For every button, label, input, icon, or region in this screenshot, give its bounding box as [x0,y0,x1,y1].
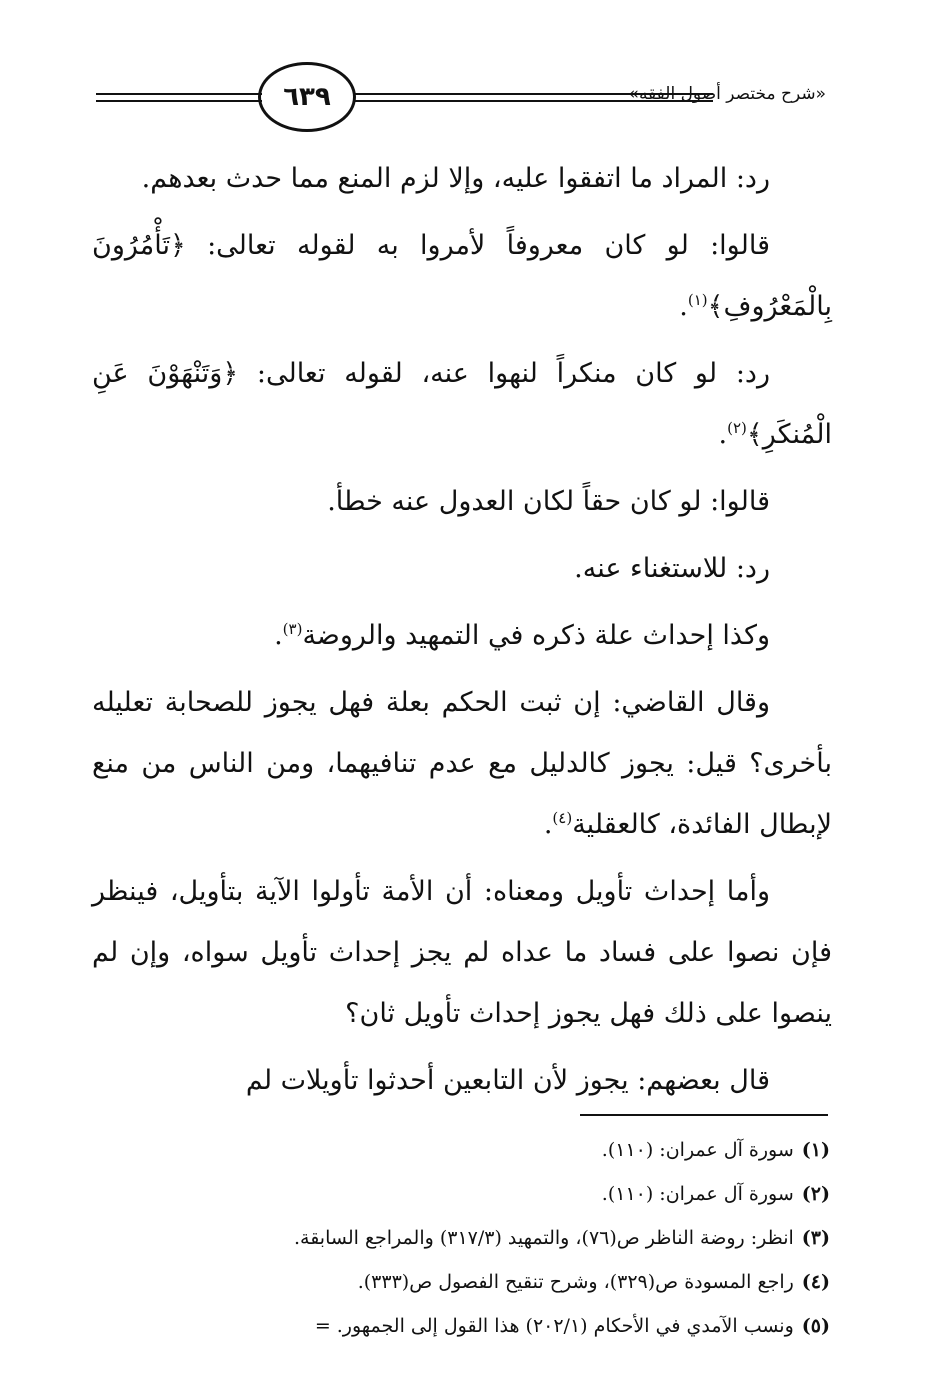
book-title: «شرح مختصر أصول الفقه» [628,84,826,104]
footnote-marker: (٤) [552,809,573,827]
footnote [30,1216,830,1260]
paragraph: قال بعضهم: يجوز لأن التابعين أحدثوا تأويلات لم [245,1065,770,1096]
paragraph: رد: للاستغناء عنه. [574,553,770,584]
paragraph: وكذا إحداث علة ذكره في التمهيد والروضة$^{(٣)}$. [274,620,770,651]
footnote [30,1304,830,1348]
footnote [30,1128,830,1172]
paragraph: رد: المراد ما اتفقوا عليه، وإلا لزم المنع مما حدث بعدهم. [141,163,770,194]
footnote-text: انظر: روضة الناظر ص(٧٦)، والتمهيد (٣١٧/٣) والمراجع السابقة. [293,1227,794,1249]
header-rule [96,100,262,102]
page-header [90,60,830,140]
footnote-number: (١) [801,1139,830,1161]
footnote-text: سورة آل عمران: (١١٠). [601,1183,794,1205]
paragraph: رد: لو كان منكراً لنهوا عنه، لقوله تعالى: ﴿وَتَنْهَوْنَ عَنِ الْمُنكَرِ﴾$^{(٢)}$. [92,358,832,450]
footnote [30,1260,830,1304]
paragraph: وقال القاضي: إن ثبت الحكم بعلة فهل يجوز للصحابة تعليله بأخرى؟ قيل: يجوز كالدليل مع عدم تنافيهما، ومن الناس من منع لإبطال الفائدة، كالعقلية$^{(٤)}$. [92,687,832,840]
footnote-number: (٣) [801,1227,830,1249]
paragraph: وأما إحداث تأويل ومعناه: أن الأمة تأولوا الآية بتأويل، فينظر فإن نصوا على فساد ما عداه لم يجز إحداث تأويل سواه، وإن لم ينصوا على ذلك فهل يجوز إحداث تأويل ثان؟ [92,876,832,1029]
footnote-separator [580,1114,828,1116]
footnotes [30,1128,830,1348]
footnote-text: راجع المسودة ص(٣٢٩)، وشرح تنقيح الفصول ص(٣٣٣). [357,1271,794,1293]
header-rule [96,93,262,95]
footnote-text: سورة آل عمران: (١١٠). [601,1139,794,1161]
footnote [30,1172,830,1216]
footnote-number: (٥) [801,1315,830,1337]
footnote-number: (٢) [801,1183,830,1205]
footnote-number: (٤) [801,1271,830,1293]
footnote-marker: (٣) [282,620,303,638]
paragraph: قالوا: لو كان معروفاً لأمروا به لقوله تعالى: ﴿تَأْمُرُونَ بِالْمَعْرُوفِ﴾$^{(١)}$. [92,230,832,322]
footnote-text: ونسب الآمدي في الأحكام (٢٠٢/١) هذا القول إلى الجمهور. = [314,1315,794,1337]
page-number: ٦٣٩ [258,62,356,132]
footnote-marker: (١) [687,291,708,309]
footnote-marker: (٢) [727,419,747,437]
main-text [92,148,832,1117]
paragraph: قالوا: لو كان حقاً لكان العدول عنه خطأ. [327,486,770,517]
